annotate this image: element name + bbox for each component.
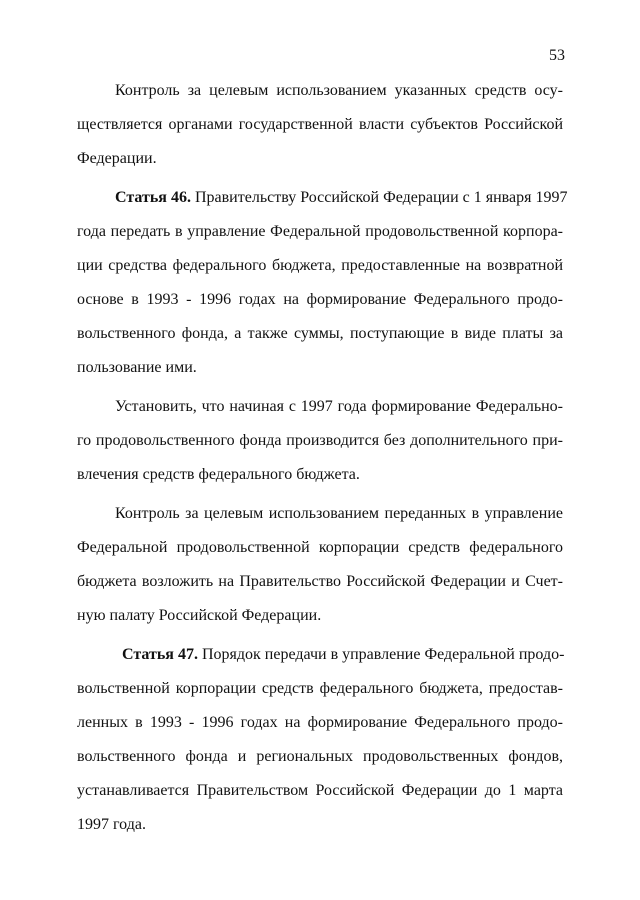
text-line: пользование ими. [77,359,197,376]
text-line: основе в 1993 - 1996 годах на формирование Федерального продо- [77,291,563,308]
text-line: Установить, что начиная с 1997 года формирование Федерально- [115,398,563,415]
text-line: влечения средств федерального бюджета. [77,466,360,483]
article-heading: Статья 47. [122,646,198,663]
paragraph-article-47 [77,638,563,842]
text-line: Федерации. [77,150,157,167]
text-line: ленных в 1993 - 1996 годах на формирование Федерального продо- [77,714,563,731]
text-line: 1997 года. [77,816,146,833]
text-line: года передать в управление Федеральной продовольственной корпора- [77,223,563,240]
text-line: вольственного фонда, а также суммы, поступающие в виде платы за [77,325,563,342]
paragraph-control-funds [77,74,563,176]
paragraph-establish [77,390,563,492]
text-fragment: Правительству Российской Федерации с 1 января 1997 [190,189,568,206]
text-line: вольственного фонда и региональных продовольственных фондов, [77,748,563,765]
text-line: бюджета возложить на Правительство Российской Федерации и Счет- [77,573,563,590]
text-line: вольственной корпорации средств федерального бюджета, предостав- [77,680,563,697]
article-heading: Статья 46. [115,189,191,206]
text-line: го продовольственного фонда производится без дополнительного при- [77,432,563,449]
paragraph-article-46 [77,181,568,385]
text-line: Контроль за целевым использованием переданных в управление [115,505,563,522]
text-line: Контроль за целевым использованием указанных средств осу- [115,82,563,99]
text-line: ществляется органами государственной власти субъектов Российской [77,116,563,133]
text-fragment: Порядок передачи в управление Федеральной продо- [197,646,565,663]
text-line [77,638,563,672]
paragraph-control-transferred [77,497,563,633]
text-line: ную палату Российской Федерации. [77,607,322,624]
text-line: устанавливается Правительством Российской Федерации до 1 марта [77,782,563,799]
text-line [77,181,568,215]
text-line: Федеральной продовольственной корпорации средств федерального [77,539,563,556]
page-number: 53 [549,47,565,64]
body-text [77,74,568,842]
text-line: ции средства федерального бюджета, предоставленные на возвратной [77,257,563,274]
